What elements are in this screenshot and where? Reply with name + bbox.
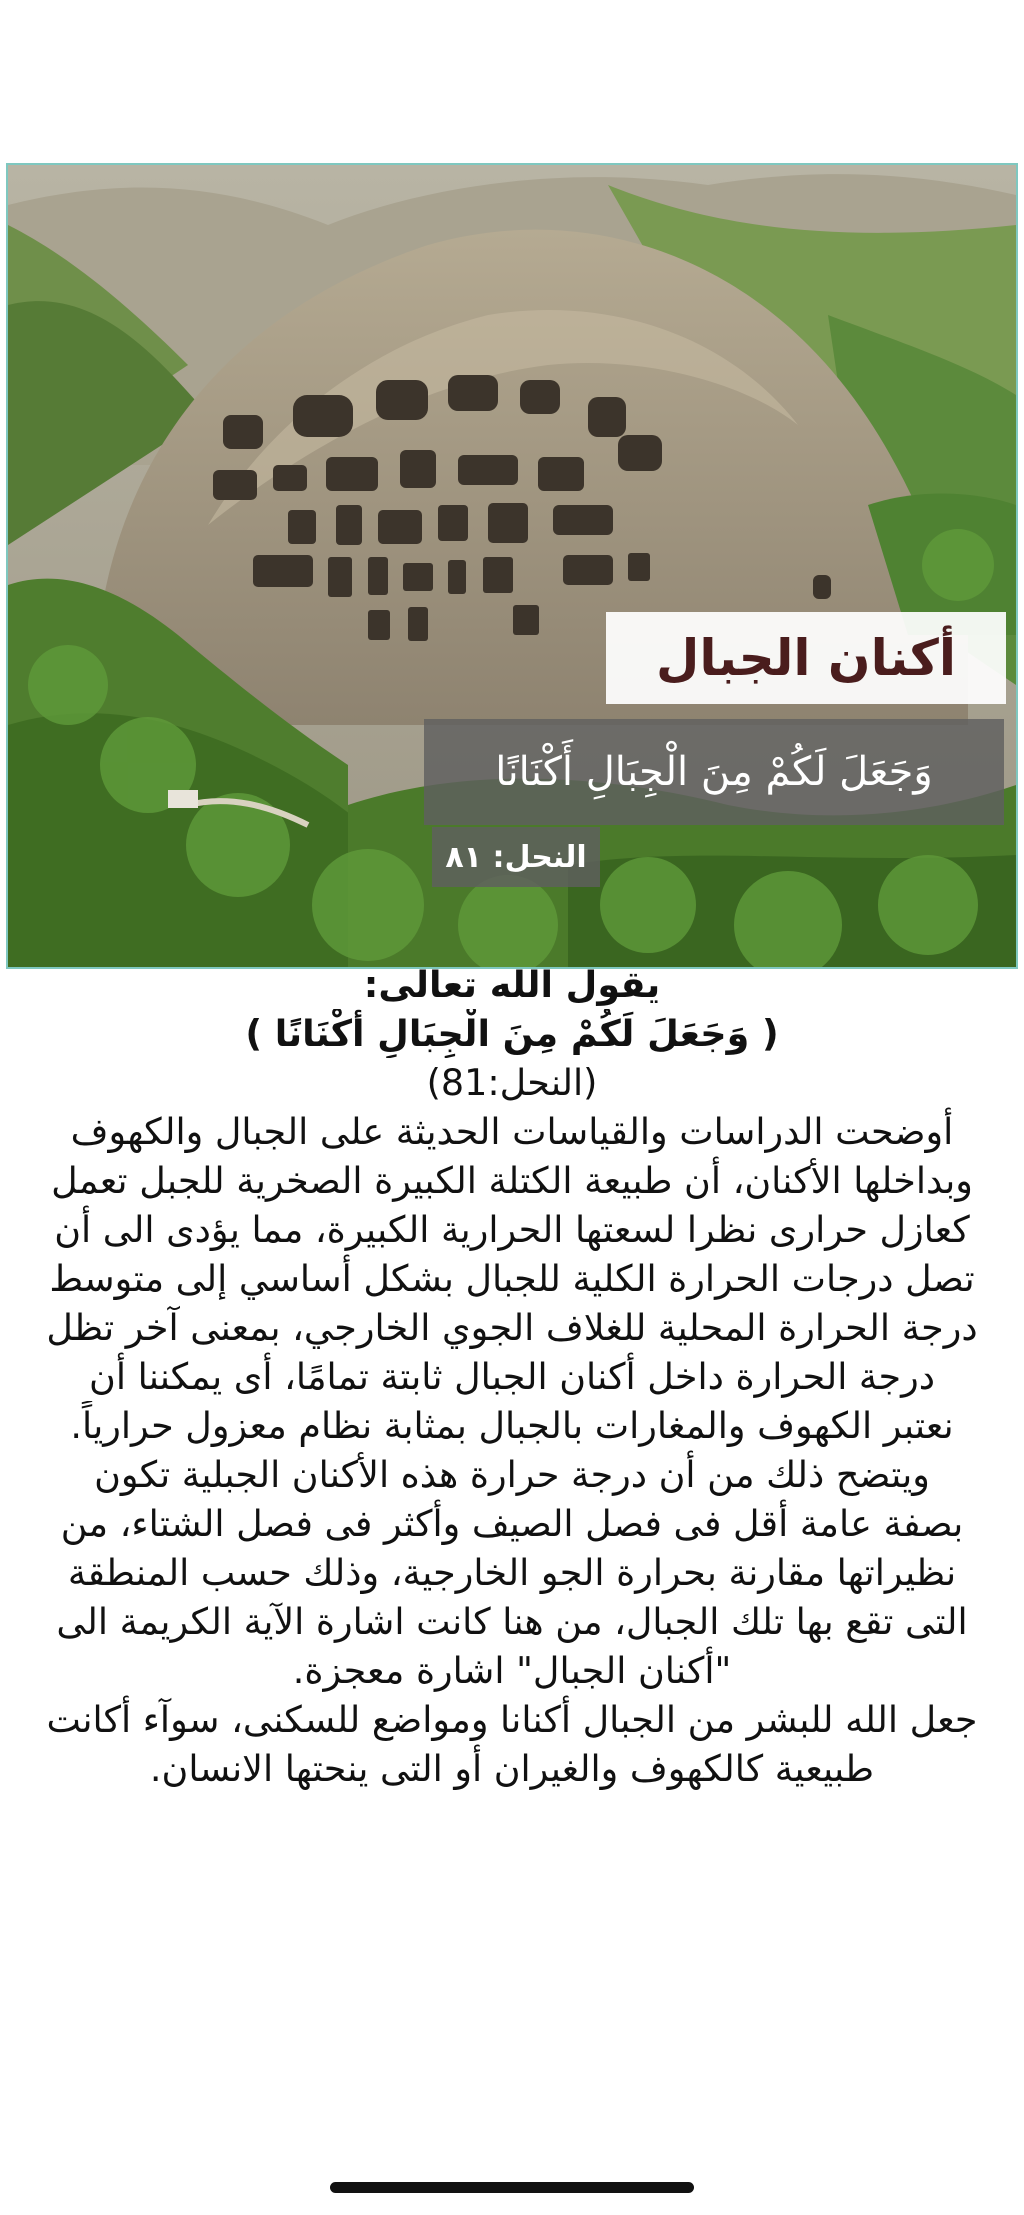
article-line: نظيراتها مقارنة بحرارة الجو الخارجية، وذلك حسب المنطقة xyxy=(67,1551,957,1594)
article-line: درجة الحرارة المحلية للغلاف الجوي الخارجي، بمعنى آخر تظل xyxy=(46,1306,978,1349)
article-line: "أكنان الجبال" اشارة معجزة. xyxy=(292,1649,732,1692)
article-line: طبيعية كالكهوف والغيران أو التى ينحتها الانسان. xyxy=(149,1747,875,1790)
article-line: جعل الله للبشر من الجبال أكنانا ومواضع للسكنى، سوآء أكانت xyxy=(46,1698,978,1741)
image-verse: وَجَعَلَ لَكُمْ مِنَ الْجِبَالِ أَكْنَانًا xyxy=(495,749,933,795)
article-line: كعازل حرارى نظرا لسعتها الحرارية الكبيرة، مما يؤدى الى أن xyxy=(54,1208,970,1251)
image-verse-banner xyxy=(424,719,1004,825)
article-line: درجة الحرارة داخل أكنان الجبال ثابتة تمامًا، أى يمكننا أن xyxy=(89,1355,935,1398)
home-indicator[interactable] xyxy=(330,2182,694,2193)
cave-photo xyxy=(6,163,1018,969)
article-line: (النحل:81) xyxy=(426,1061,598,1104)
article-line: ويتضح ذلك من أن درجة حرارة هذه الأكنان الجبلية تكون xyxy=(94,1453,930,1496)
image-reference: النحل: ٨١ xyxy=(445,839,587,875)
article-line: بصفة عامة أقل فى فصل الصيف وأكثر فى فصل الشتاء، من xyxy=(60,1502,964,1545)
image-title-banner xyxy=(606,612,1006,704)
image-title: أكنان الجبال xyxy=(656,629,956,687)
article-line: ( وَجَعَلَ لَكُمْ مِنَ الْجِبَالِ أَكْنَانًا ) xyxy=(245,1012,779,1055)
image-reference-banner xyxy=(432,827,600,887)
article-line: يقول الله تعالى: xyxy=(363,963,661,1006)
article-line: وبداخلها الأكنان، أن طبيعة الكتلة الكبيرة الصخرية للجبل تعمل xyxy=(51,1159,973,1202)
article-text xyxy=(4,960,1020,1793)
article-line: تصل درجات الحرارة الكلية للجبال بشكل أساسي إلى متوسط xyxy=(49,1257,975,1300)
article-line: أوضحت الدراسات والقياسات الحديثة على الجبال والكهوف xyxy=(70,1110,954,1153)
article-line: نعتبر الكهوف والمغارات بالجبال بمثابة نظام معزول حرارياً. xyxy=(70,1404,954,1447)
article-line: التى تقع بها تلك الجبال، من هنا كانت اشارة الآية الكريمة الى xyxy=(56,1600,968,1643)
